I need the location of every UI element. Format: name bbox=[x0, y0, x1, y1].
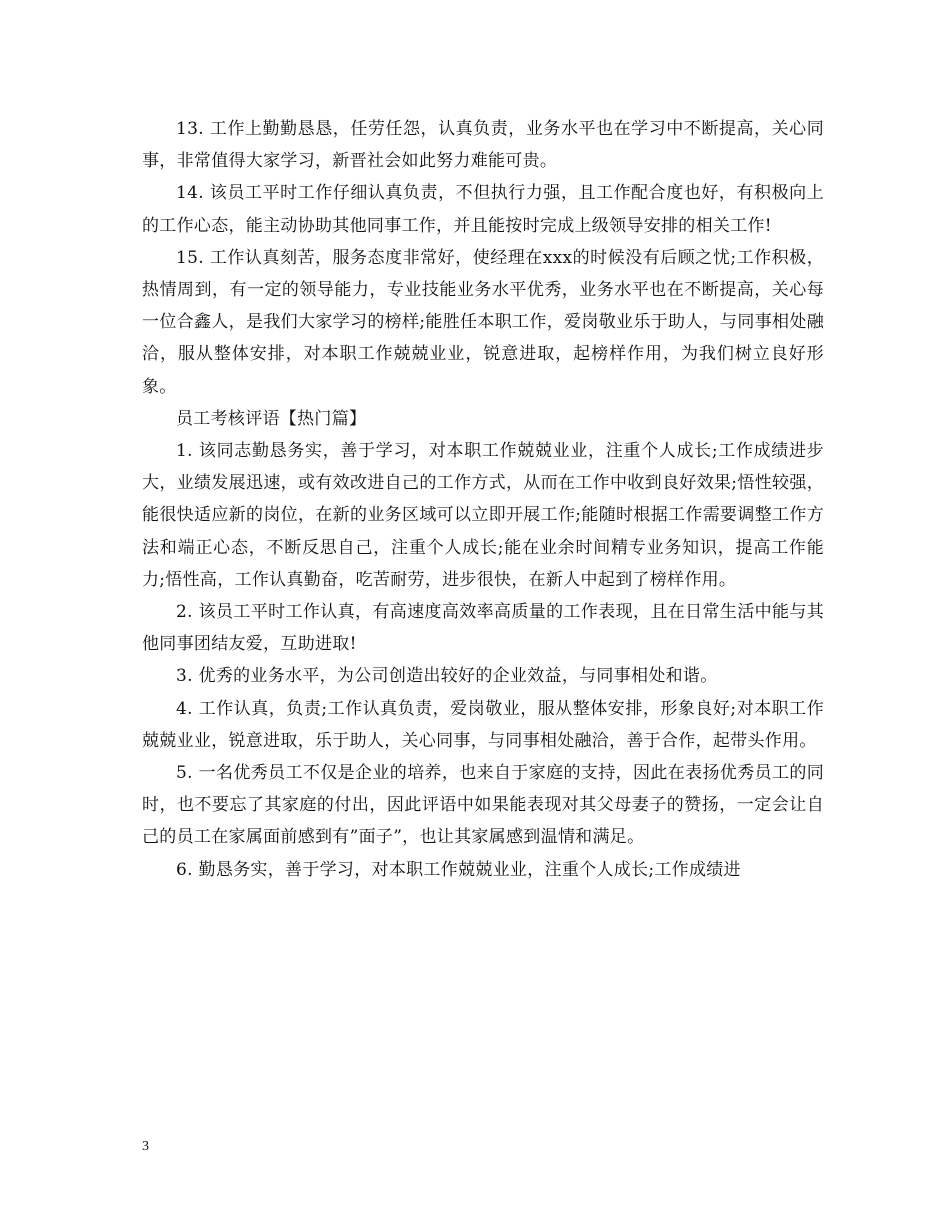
paragraph-6: 6. 勤恳务实，善于学习，对本职工作兢兢业业，注重个人成长;工作成绩进 bbox=[176, 859, 741, 880]
paragraph-2: 2. 该员工平时工作认真，有高速度高效率高质量的工作表现，且在日常生活中能与其他同事团结友爱，互助进取! bbox=[142, 602, 824, 655]
paragraph-5: 5. 一名优秀员工不仅是企业的培养，也来自于家庭的支持，因此在表扬优秀员工的同时，也不要忘了其家庭的付出，因此评语中如果能表现对其父母妻子的赞扬，一定会让自己的员工在家属面前感到有”面子”，也让其家属感到温情和满足。 bbox=[142, 763, 824, 848]
page-number: 3 bbox=[142, 1139, 149, 1154]
section-heading: 员工考核评语【热门篇】 bbox=[176, 408, 367, 429]
paragraph-4: 4. 工作认真，负责;工作认真负责，爱岗敬业，服从整体安排，形象良好;对本职工作兢兢业业，锐意进取，乐于助人，关心同事，与同事相处融洽，善于合作，起带头作用。 bbox=[142, 698, 824, 751]
paragraph-3: 3. 优秀的业务水平，为公司创造出较好的企业效益，与同事相处和谐。 bbox=[176, 666, 718, 687]
paragraph-15: 15. 工作认真刻苦，服务态度非常好，使经理在xxx的时候没有后顾之忧;工作积极，热情周到，有一定的领导能力，专业技能业务水平优秀，业务水平也在不断提高，关心每一位合鑫人，是我们大家学习的榜样;能胜任本职工作，爱岗敬业乐于助人，与同事相处融洽，服从整体安排，对本职工作兢兢业业，锐意进取，起榜样作用，为我们树立良好形象。 bbox=[142, 247, 824, 397]
paragraph-1: 1. 该同志勤恳务实，善于学习，对本职工作兢兢业业，注重个人成长;工作成绩进步大，业绩发展迅速，或有效改进自己的工作方式，从而在工作中收到良好效果;悟性较强，能很快适应新的岗位，在新的业务区域可以立即开展工作;能随时根据工作需要调整工作方法和端正心态，不断反思自己，注重个人成长;能在业余时间精专业务知识，提高工作能力;悟性高，工作认真勤奋，吃苦耐劳，进步很快，在新人中起到了榜样作用。 bbox=[142, 441, 824, 590]
paragraph-13: 13. 工作上勤勤恳恳，任劳任怨，认真负责，业务水平也在学习中不断提高，关心同事，非常值得大家学习，新晋社会如此努力难能可贵。 bbox=[142, 119, 824, 172]
document-body bbox=[142, 113, 824, 886]
paragraph-14: 14. 该员工平时工作仔细认真负责，不但执行力强，且工作配合度也好，有积极向上的工作心态，能主动协助其他同事工作，并且能按时完成上级领导安排的相关工作! bbox=[142, 183, 824, 236]
